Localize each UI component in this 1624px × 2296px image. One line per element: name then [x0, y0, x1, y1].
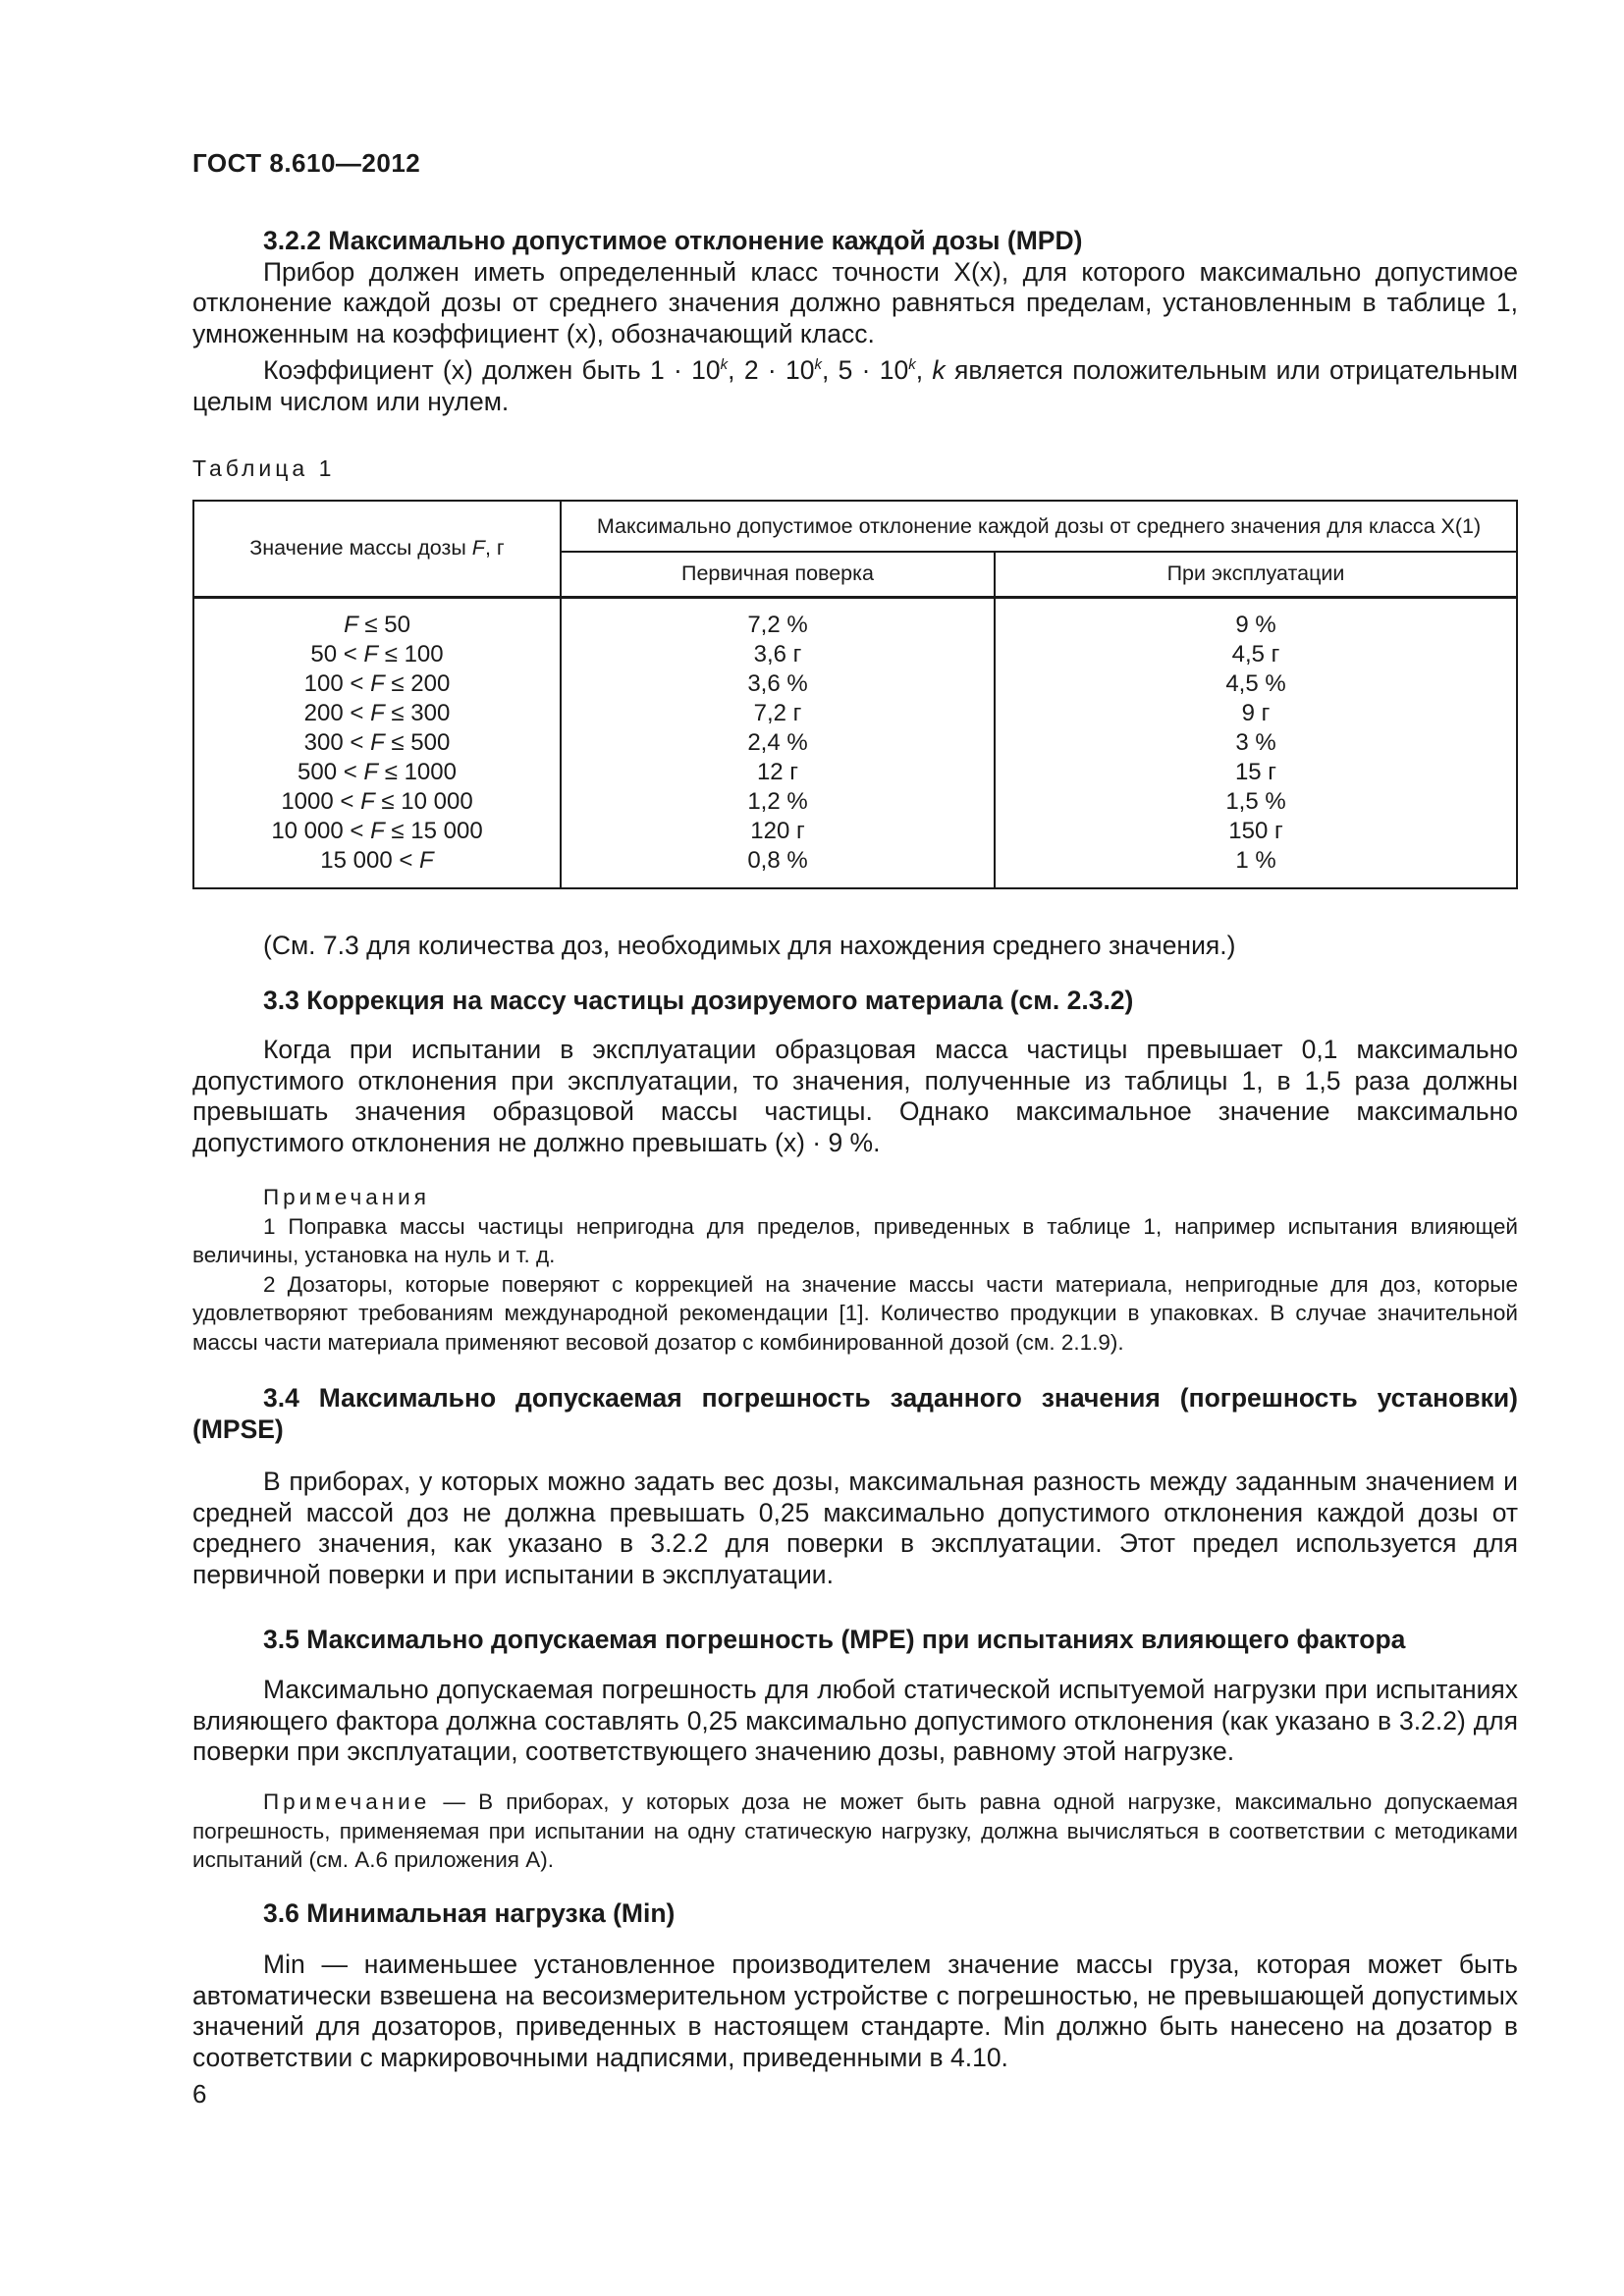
table-cell-initial: 120 г: [750, 817, 805, 844]
table-cell-service: 9 г: [1241, 699, 1271, 726]
table-cell-service: 1,5 %: [1225, 787, 1286, 815]
table-cell-service: 3 %: [1235, 728, 1276, 756]
paragraph: Прибор должен иметь определенный класс точности X(x), для которого максимально допустимое отклонение каждой дозы от среднего значения должно равняться пределам, установленным в таблице 1, умноженным на коэффициент (x), обозначающий класс.: [192, 256, 1518, 348]
section-heading: 3.2.2 Максимально допустимое отклонение каждой дозы (MPD): [263, 226, 1083, 255]
table-cell-service: 15 г: [1234, 758, 1277, 785]
table-cell-mass: 15 000 < F: [320, 846, 434, 874]
note-1: 1 Поправка массы частицы непригодна для пределов, приведенных в таблице 1, например испытания влияющей величины, установка на нуль и т. д.: [192, 1213, 1518, 1268]
table-cell-initial: 0,8 %: [747, 846, 808, 874]
paragraph: В приборах, у которых можно задать вес дозы, максимальная разность между заданным значением и средней массой доз не должна превышать 0,25 максимально допустимого отклонения каждой дозы от среднего значения, как указано в 3.2.2 для поверки в эксплуатации. Этот предел используется для первичной поверки и при испытании в эксплуатации.: [192, 1467, 1518, 1589]
table-header-group: Максимально допустимое отклонение каждой дозы от среднего значения для класса X(1): [561, 501, 1517, 552]
table-cell-mass: 1000 < F ≤ 10 000: [281, 787, 473, 815]
notes-label: Примечания: [263, 1185, 430, 1209]
table-column-mass: [193, 597, 561, 888]
section-3-6: [192, 1898, 1518, 1930]
section-3-3-body: [192, 1035, 1518, 1158]
table-cell-initial: 3,6 г: [753, 640, 802, 667]
section-heading: 3.4 Максимально допускаемая погрешность заданного значения (погрешность установки) (MPSE): [192, 1383, 1518, 1444]
table-cell-mass: 200 < F ≤ 300: [303, 699, 451, 726]
section-3-4-body: [192, 1467, 1518, 1590]
table-cell-service: 1 %: [1235, 846, 1276, 874]
table-cell-initial: 1,2 %: [747, 787, 808, 815]
note-2: 2 Дозаторы, которые поверяют с коррекцией на значение массы части материала, непригодные для доз, которые удовлетворяют требованиям международной рекомендации [1]. Количество продукции в упаковках. В случае значительной массы части материала применяют весовой дозатор с комбинированной дозой (см. 2.1.9).: [192, 1271, 1518, 1355]
table-cell-mass: 10 000 < F ≤ 15 000: [271, 817, 483, 844]
table-cell-initial: 2,4 %: [747, 728, 808, 756]
paragraph-coefficient: Коэффициент (x) должен быть $1 \cdot 10^k$, $2 \cdot 10^k$, $5 \cdot 10^k$, k является положительным или отрицательным целым числом или нулем.: [192, 355, 1518, 416]
table-caption: Таблица 1: [192, 455, 336, 481]
table-cell-initial: 7,2 %: [747, 611, 808, 638]
table-header-mass: Значение массы дозы F, г: [193, 501, 561, 597]
note-block: [192, 1788, 1518, 1875]
paragraph: Максимально допускаемая погрешность для любой статической испытуемой нагрузки при испытаниях влияющего фактора должна составлять 0,25 максимально допустимого отклонения (как указано в 3.2.2) для поверки при эксплуатации, соответствующего значению дозы, равному этой нагрузке.: [192, 1675, 1518, 1767]
section-3-5: [192, 1625, 1518, 1656]
table-cell-mass: 500 < F ≤ 1000: [298, 758, 457, 785]
table-header-service: При эксплуатации: [995, 552, 1517, 597]
section-heading: 3.6 Минимальная нагрузка (Min): [263, 1898, 676, 1928]
table-column-service: [995, 597, 1517, 888]
section-3-6-body: [192, 1949, 1518, 2073]
note-text: — В приборах, у которых доза не может быть равна одной нагрузке, максимально допускаемая погрешность, применяемая при испытании на одну статическую нагрузку, должна вычисляться в соответствии с методиками испытаний (см. А.6 приложения А).: [192, 1789, 1518, 1873]
table-cell-initial: 12 г: [756, 758, 799, 785]
paragraph: Min — наименьшее установленное производителем значение массы груза, которая может быть автоматически взвешена на весоизмерительном устройстве с погрешностью, не превышающей допустимых значений для дозаторов, приведенных в настоящем стандарте. Min должно быть нанесено на дозатор в соответствии с маркировочными надписями, приведенными в 4.10.: [192, 1949, 1518, 2072]
table-cell-initial: 7,2 г: [753, 699, 802, 726]
table-cell-mass: 50 < F ≤ 100: [310, 640, 444, 667]
table-cell-initial: 3,6 %: [747, 669, 808, 697]
table-cell-mass: F ≤ 50: [344, 611, 410, 638]
document-header: ГОСТ 8.610—2012: [192, 148, 421, 178]
notes-block: [192, 1183, 1518, 1358]
section-heading: 3.3 Коррекция на массу частицы дозируемого материала (см. 2.3.2): [263, 986, 1134, 1015]
section-3-2-2: [192, 226, 1518, 417]
table-cell-service: 150 г: [1228, 817, 1283, 844]
section-heading: 3.5 Максимально допускаемая погрешность (MPE) при испытаниях влияющего фактора: [263, 1625, 1406, 1654]
table-footnote-block: [192, 931, 1518, 962]
section-3-4: [192, 1383, 1518, 1445]
table-cell-service: 4,5 %: [1225, 669, 1286, 697]
paragraph: Когда при испытании в эксплуатации образцовая масса частицы превышает 0,1 максимально допустимого отклонения при эксплуатации, то значения, полученные из таблицы 1, в 1,5 раза должны превышать значения образцовой массы частицы. Однако максимальное значение максимально допустимого отклонения не должно превышать (x) · 9 %.: [192, 1035, 1518, 1157]
table-cell-mass: 300 < F ≤ 500: [303, 728, 451, 756]
table-cell-service: 4,5 г: [1231, 640, 1280, 667]
table-footnote: (См. 7.3 для количества доз, необходимых для нахождения среднего значения.): [263, 931, 1236, 960]
section-3-3: [192, 986, 1518, 1017]
note-label: Примечание: [263, 1789, 431, 1814]
table-1: [192, 500, 1518, 889]
table-column-initial: [561, 597, 995, 888]
note: [192, 1788, 1518, 1875]
table-cell-mass: 100 < F ≤ 200: [303, 669, 451, 697]
table-cell-service: 9 %: [1235, 611, 1276, 638]
page-number: 6: [192, 2079, 207, 2109]
section-3-5-body: [192, 1675, 1518, 1768]
table-header-initial: Первичная поверка: [561, 552, 995, 597]
